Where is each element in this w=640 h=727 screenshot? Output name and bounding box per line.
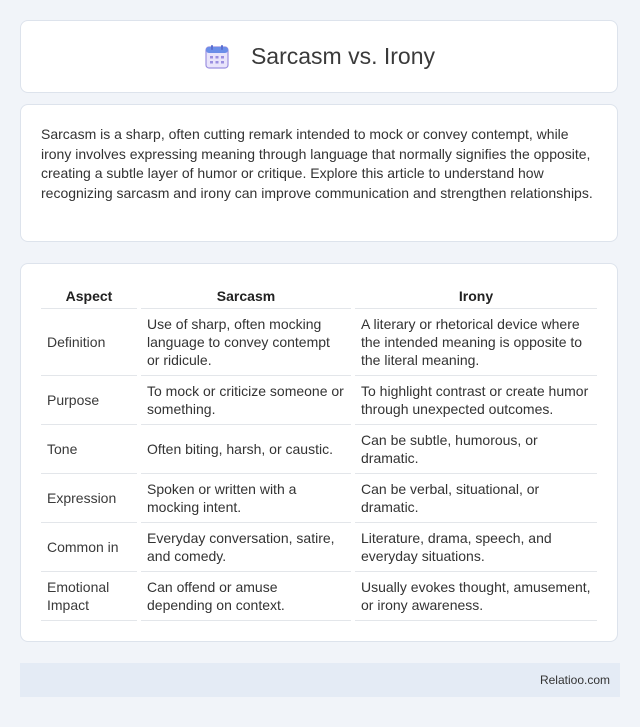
footer xyxy=(20,663,620,697)
table-row xyxy=(41,474,597,523)
row-sarcasm: Everyday conversation, satire, and comedy. xyxy=(141,523,351,572)
row-sarcasm: Use of sharp, often mocking language to convey contempt or ridicule. xyxy=(141,309,351,376)
row-aspect: Tone xyxy=(41,425,137,474)
row-aspect: Common in xyxy=(41,523,137,572)
comparison-table xyxy=(37,284,601,621)
row-irony: Can be verbal, situational, or dramatic. xyxy=(355,474,597,523)
table-row xyxy=(41,309,597,376)
row-irony: Literature, drama, speech, and everyday situations. xyxy=(355,523,597,572)
row-sarcasm: To mock or criticize someone or something. xyxy=(141,376,351,425)
comparison-card xyxy=(20,263,618,642)
row-sarcasm: Can offend or amuse depending on context. xyxy=(141,572,351,621)
row-irony: To highlight contrast or create humor through unexpected outcomes. xyxy=(355,376,597,425)
page-title: Sarcasm vs. Irony xyxy=(250,43,436,69)
row-aspect: Purpose xyxy=(41,376,137,425)
table-header-row xyxy=(41,284,597,309)
table-row xyxy=(41,376,597,425)
table-row xyxy=(41,572,597,621)
row-irony: Usually evokes thought, amusement, or irony awareness. xyxy=(355,572,597,621)
footer-brand: Relatioo.com xyxy=(539,673,610,687)
row-aspect: Emotional Impact xyxy=(41,572,137,621)
intro-card xyxy=(20,104,618,242)
row-aspect: Expression xyxy=(41,474,137,523)
row-sarcasm: Spoken or written with a mocking intent. xyxy=(141,474,351,523)
calendar-icon xyxy=(203,43,231,71)
title-card xyxy=(20,20,618,93)
row-aspect: Definition xyxy=(41,309,137,376)
row-sarcasm: Often biting, harsh, or caustic. xyxy=(141,425,351,474)
header-aspect: Aspect xyxy=(41,284,137,309)
table-row xyxy=(41,425,597,474)
intro-text: Sarcasm is a sharp, often cutting remark intended to mock or convey contempt, while irony involves expressing meaning through language that normally signifies the opposite, creating a subtle layer of humor or critique. Explore this article to understand how recognizing sarcasm and irony can improve communication and strengthen relationships. xyxy=(41,126,593,201)
table-row xyxy=(41,523,597,572)
header-sarcasm: Sarcasm xyxy=(141,284,351,309)
row-irony: Can be subtle, humorous, or dramatic. xyxy=(355,425,597,474)
header-irony: Irony xyxy=(355,284,597,309)
row-irony: A literary or rhetorical device where the intended meaning is opposite to the literal meaning. xyxy=(355,309,597,376)
